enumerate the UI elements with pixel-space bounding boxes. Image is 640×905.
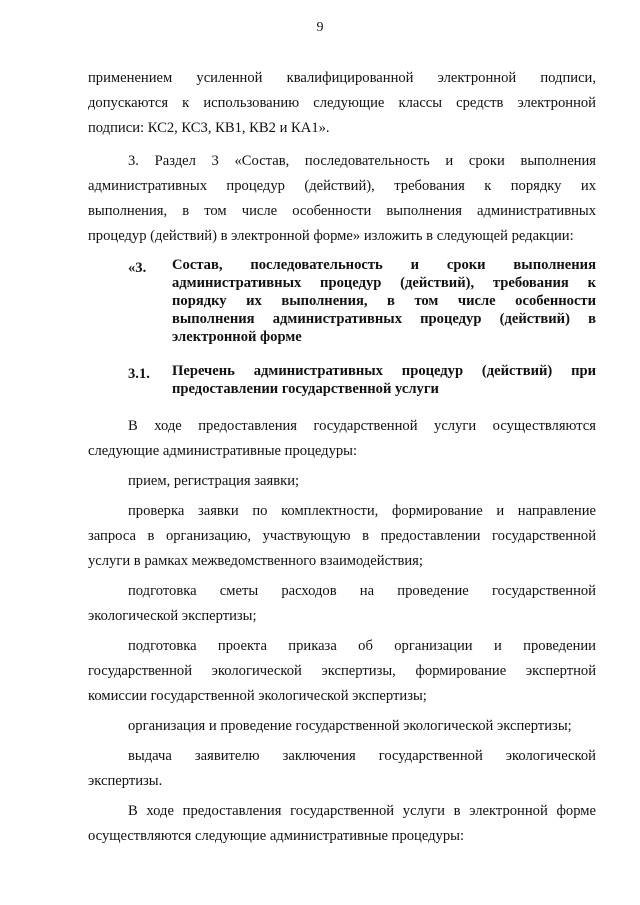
text-line: подготовка сметы расходов на проведение государственной bbox=[128, 583, 596, 599]
section-3-1-heading bbox=[88, 362, 596, 398]
heading-line: Состав, последовательность и сроки выполнения bbox=[172, 257, 596, 273]
section-number: 3.1. bbox=[128, 366, 150, 382]
text-line: 3. Раздел 3 «Состав, последовательность и сроки выполнения bbox=[128, 153, 596, 169]
list-item: прием, регистрация заявки; bbox=[128, 473, 300, 489]
text-line: подготовка проекта приказа об организации и проведении bbox=[128, 638, 596, 654]
heading-line: выполнения административных процедур (действий) в bbox=[172, 311, 596, 327]
list-item bbox=[88, 499, 596, 574]
text-line: применением усиленной квалифицированной электронной подписи, bbox=[88, 70, 596, 86]
paragraph-outro bbox=[88, 799, 596, 849]
text-line: государственной экологической экспертизы, формирование экспертной bbox=[88, 663, 596, 679]
text-line: административных процедур (действий), требования к порядку их bbox=[88, 178, 596, 194]
text-line: выдача заявителю заключения государственной экологической bbox=[128, 748, 596, 764]
heading-line: порядку их выполнения, в том числе особенности bbox=[172, 293, 596, 309]
text-line: осуществляются следующие административные процедуры: bbox=[88, 828, 465, 844]
section-title bbox=[172, 256, 596, 346]
text-line: проверка заявки по комплектности, формирование и направление bbox=[128, 503, 596, 519]
paragraph-signature-classes bbox=[88, 66, 596, 141]
list-item: организация и проведение государственной экологической экспертизы; bbox=[128, 718, 572, 734]
paragraph-intro bbox=[88, 414, 596, 464]
document-body bbox=[88, 66, 596, 849]
text-line: услуги в рамках межведомственного взаимодействия; bbox=[88, 553, 423, 569]
section-number: «3. bbox=[128, 260, 147, 276]
text-line: В ходе предоставления государственной услуги в электронной форме bbox=[128, 803, 596, 819]
text-line: комиссии государственной экологической экспертизы; bbox=[88, 688, 427, 704]
text-line: запроса в организацию, участвующую в предоставлении государственной bbox=[88, 528, 596, 544]
heading-line: предоставлении государственной услуги bbox=[172, 381, 439, 397]
text-line: выполнения, в том числе особенности выполнения административных bbox=[88, 203, 596, 219]
list-item bbox=[88, 634, 596, 709]
text-line: подписи: КС2, КС3, КВ1, КВ2 и КА1». bbox=[88, 120, 330, 136]
page-number: 9 bbox=[316, 20, 324, 35]
text-line: процедур (действий) в электронной форме» изложить в следующей редакции: bbox=[88, 228, 574, 244]
text-line: экспертизы. bbox=[88, 773, 163, 789]
text-line: допускаются к использованию следующие классы средств электронной bbox=[88, 95, 596, 111]
heading-line: Перечень административных процедур (действий) при bbox=[172, 363, 596, 379]
list-item bbox=[88, 579, 596, 629]
section-title bbox=[172, 362, 596, 398]
paragraph-amendment-3 bbox=[88, 149, 596, 249]
text-line: следующие административные процедуры: bbox=[88, 443, 358, 459]
section-3-heading bbox=[88, 256, 596, 346]
text-line: В ходе предоставления государственной услуги осуществляются bbox=[128, 418, 596, 434]
text-line: экологической экспертизы; bbox=[88, 608, 257, 624]
heading-line: электронной форме bbox=[172, 329, 302, 345]
heading-line: административных процедур (действий), требования к bbox=[172, 275, 596, 291]
list-item bbox=[88, 744, 596, 794]
